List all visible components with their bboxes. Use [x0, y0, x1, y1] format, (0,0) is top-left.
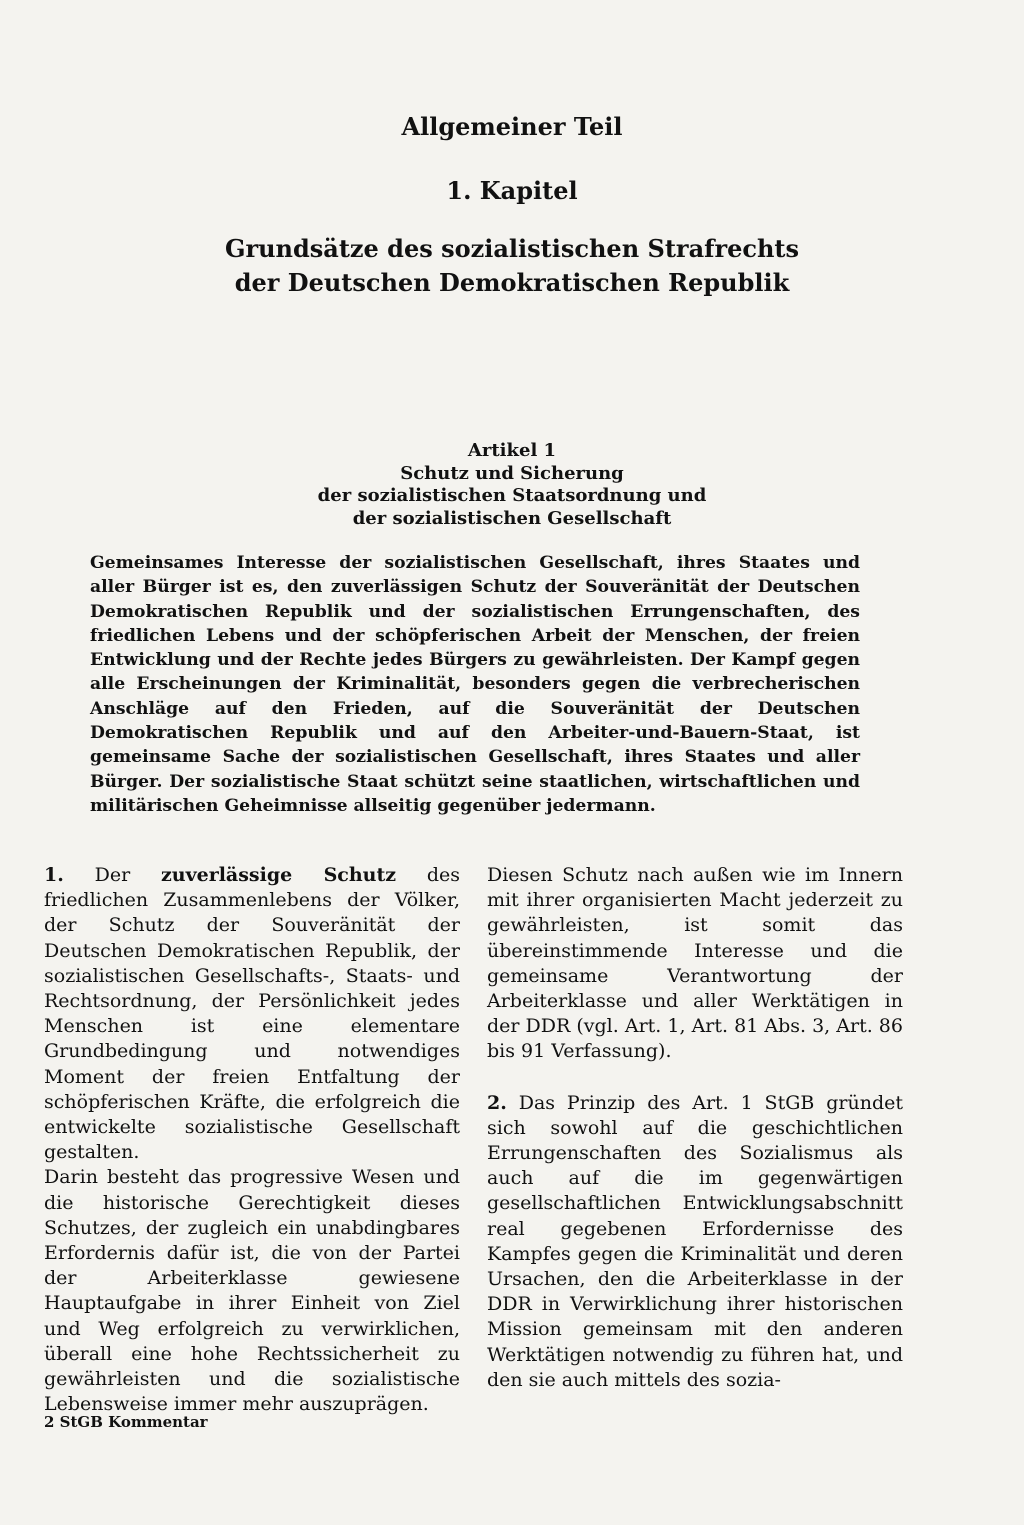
emphasis-term: zuverlässige Schutz [160, 864, 397, 886]
paragraph-lead: Der [94, 864, 131, 886]
paragraph-number: 1. [44, 864, 64, 886]
commentary-left-column [44, 863, 460, 1417]
paragraph-text: des friedlichen Zusammenlebens der Völker, der Schutz der Souveränität der Deutschen Demokratischen Republik, der sozialistischen Gesellschafts-, Staats- und Rechtsordnung, der Persönlichkeit jedes Menschen ist eine elementare Grundbedingung und notwendiges Moment der freien Entfaltung der schöpferischen Kräfte, die erfolgreich die entwickelte sozialistische Gesellschaft gestalten. [44, 864, 461, 1164]
page-footer-signature: 2 StGB Kommentar [44, 1413, 208, 1431]
commentary-paragraph: Diesen Schutz nach außen wie im Innern mit ihrer organisierten Macht jederzeit zu gewährleisten, ist somit das übereinstimmende Interesse und die gemeinsame Verantwortung der Arbeiterklasse und aller Werktätigen in der DDR (vgl. Art. 1, Art. 81 Abs. 3, Art. 86 bis 91 Verfassung). [487, 864, 903, 1063]
chapter-subtitle-line: Grundsätze des sozialistischen Strafrechts [224, 234, 800, 263]
commentary-paragraph [487, 1091, 903, 1393]
commentary-paragraph [44, 863, 460, 1165]
part-title: Allgemeiner Teil [401, 112, 623, 141]
chapter-subtitle [0, 232, 1024, 300]
article-text: Gemeinsames Interesse der sozialistischen Gesellschaft, ihres Staates und aller Bürger ist es, den zuverlässigen Schutz der Souveränität der Deutschen Demokratischen Republik und der sozialistischen Errungenschaften, des friedlichen Lebens und der schöpferischen Arbeit der Menschen, der freien Entwicklung und der Rechte jedes Bürgers zu gewährleisten. Der Kampf gegen alle Erscheinungen der Kriminalität, besonders gegen die verbrecherischen Anschläge auf den Frieden, auf die Souveränität der Deutschen Demokratischen Republik und auf den Arbeiter-und-Bauern-Staat, ist gemeinsame Sache der sozialistischen Gesellschaft, ihres Staates und aller Bürger. Der sozialistische Staat schützt seine staatlichen, wirtschaftlichen und militärischen Geheimnisse allseitig gegenüber jedermann. [90, 553, 860, 816]
chapter-title: 1. Kapitel [446, 176, 578, 205]
article-title-line: Schutz und Sicherung [400, 462, 624, 484]
paragraph-number: 2. [487, 1091, 507, 1114]
article-number: Artikel 1 [467, 440, 557, 461]
commentary-paragraph: Darin besteht das progressive Wesen und die historische Gerechtigkeit dieses Schutzes, der zugleich ein unabdingbares Erfordernis dafür ist, die von der Partei der Arbeiterklasse gewiesene Hauptaufgabe in ihrer Einheit von Ziel und Weg erfolgreich zu verwirklichen, überall eine hohe Rechtssicherheit zu gewährleisten und die sozialistische Lebensweise immer mehr auszuprägen. [44, 1166, 460, 1416]
paragraph-text: Das Prinzip des Art. 1 StGB gründet sich sowohl auf die geschichtlichen Errungenschaften des Sozialismus als auch auf die im gegenwärtigen gesellschaftlichen Entwicklungsabschnitt real gegebenen Erfordernisse des Kampfes gegen die Kriminalität und deren Ursachen, den die Arbeiterklasse in der DDR in Verwirklichung ihrer historischen Mission gemeinsam mit den anderen Werktätigen notwendig zu führen hat, und den sie auch mittels des sozia- [487, 1091, 903, 1391]
chapter-subtitle-line: der Deutschen Demokratischen Republik [234, 268, 790, 297]
commentary-right-column [487, 863, 903, 1393]
article-heading [0, 440, 1024, 530]
article-title-line: der sozialistischen Staatsordnung und [317, 485, 707, 506]
article-title-line: der sozialistischen Gesellschaft [352, 507, 672, 529]
